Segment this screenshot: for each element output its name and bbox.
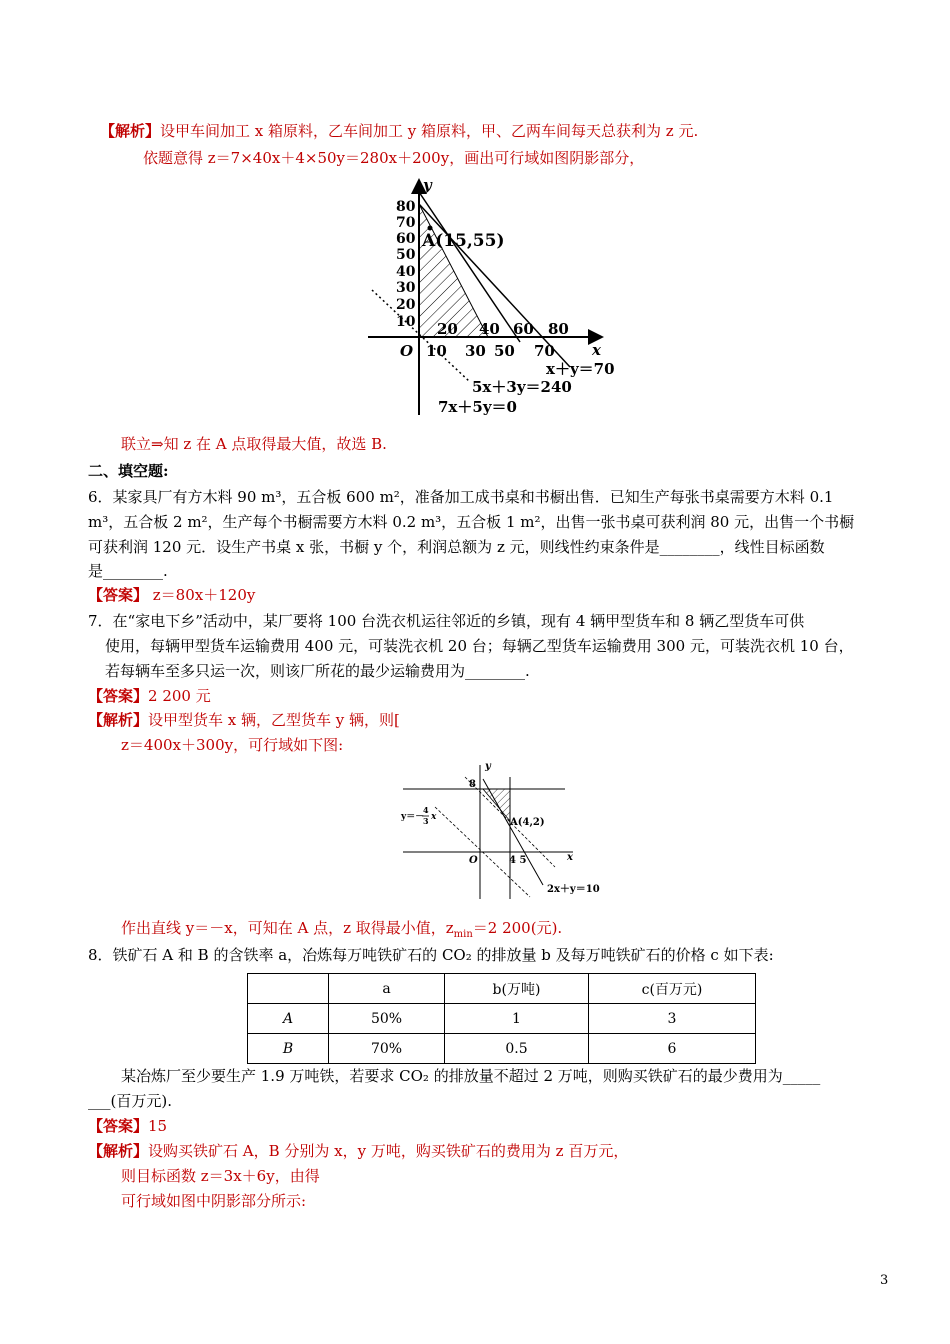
q8-analysis-line3: 可行域如图中阴影部分所示:: [121, 1192, 307, 1210]
page-number: 3: [880, 1273, 889, 1288]
q8-line2: 某冶炼厂至少要生产 1.9 万吨铁，若要求 CO₂ 的排放量不超过 2 万吨，则购买铁矿石的最少费用为_____: [121, 1067, 821, 1085]
q7-line2: 使用，每辆甲型货车运输费用 400 元，可装洗衣机 20 台；每辆乙型货车运输费用 300 元，可装洗衣机 10 台，: [105, 637, 854, 655]
point-a-label: A(4,2): [510, 817, 545, 828]
table-row: A 50% 1 3: [248, 1004, 756, 1034]
q6-line1: 6．某家具厂有方木料 90 m³，五合板 600 m²，准备加工成书桌和书橱出售．已知生产每张书桌需要方木料 0.1: [88, 488, 834, 506]
x-tick-60: 60: [513, 320, 534, 338]
q5-conclusion: 联立⇒知 z 在 A 点取得最大值，故选 B.: [121, 435, 387, 453]
x-ticks: 4 5: [509, 855, 527, 866]
q5-analysis-line1: 【解析】设甲车间加工 x 箱原料，乙车间加工 y 箱原料，甲、乙两车间每天总获利为 z 元.: [100, 122, 699, 140]
x-tick-10: 10: [426, 342, 447, 360]
ore-table: [247, 973, 756, 1064]
q8-answer: 【答案】15: [88, 1117, 168, 1135]
point-a: [428, 226, 433, 231]
q7-line3: 若每辆车至多只运一次，则该厂所花的最少运输费用为________.: [105, 662, 530, 680]
analysis-tag: 【解析】: [100, 122, 161, 140]
q8-line1: 8．铁矿石 A 和 B 的含铁率 a，冶炼每万吨铁矿石的 CO₂ 的排放量 b 及每万吨铁矿石的价格 c 如下表:: [88, 946, 774, 964]
x-axis-label: x: [567, 852, 573, 863]
q5-analysis-line2: 依题意得 z＝7×40x＋4×50y＝280x＋200y，画出可行域如图阴影部分，: [143, 149, 645, 167]
x-tick-50: 50: [494, 342, 515, 360]
slope-label-left: y＝－: [401, 812, 425, 822]
section-title: 二、填空题:: [88, 462, 169, 480]
origin-label: O: [400, 342, 414, 360]
y-axis-label: y: [423, 176, 432, 194]
line1-label: x＋y＝70: [546, 360, 615, 378]
x-tick-20: 20: [437, 320, 458, 338]
y-tick-8: 8: [469, 779, 476, 790]
y-tick-30: 30: [396, 280, 416, 296]
q8-analysis-line1: 【解析】设购买铁矿石 A，B 分别为 x，y 万吨，购买铁矿石的费用为 z 百万元，: [88, 1142, 629, 1160]
line-label: 2x＋y＝10: [547, 884, 600, 895]
x-tick-80: 80: [548, 320, 569, 338]
answer-tag: 【答案】: [88, 1117, 149, 1135]
shaded-region: [483, 789, 510, 821]
q7-answer: 【答案】2 200 元: [88, 687, 211, 705]
y-tick-80: 80: [396, 199, 416, 215]
q7-conclusion: 作出直线 y＝－x，可知在 A 点，z 取得最小值，$z_{min}=2$ 200(元).: [121, 919, 563, 940]
x-tick-70: 70: [534, 342, 555, 360]
y-tick-50: 50: [396, 247, 416, 263]
slope-numerator: 4: [423, 805, 429, 815]
q8-line3: ___(百万元).: [88, 1092, 172, 1110]
q7-analysis-line1: 【解析】设甲型货车 x 辆，乙型货车 y 辆，则[: [88, 711, 400, 729]
x-axis-label: x: [592, 341, 601, 359]
table-row: B 70% 0.5 6: [248, 1034, 756, 1064]
q6-answer: 【答案】 z＝80x＋120y: [88, 586, 256, 604]
answer-tag: 【答案】: [88, 586, 149, 604]
feasible-region-graph-1: [360, 172, 630, 417]
q7-analysis-line2: z＝400x＋300y，可行域如下图:: [121, 736, 344, 754]
y-tick-70: 70: [396, 215, 416, 231]
y-tick-20: 20: [396, 297, 416, 313]
answer-tag: 【答案】: [88, 687, 149, 705]
x-tick-30: 30: [465, 342, 486, 360]
y-axis-label: y: [485, 761, 491, 772]
q6-line4: 是________.: [88, 562, 168, 580]
q6-line2: m³，五合板 2 m²，生产每个书橱需要方木料 0.2 m³，五合板 1 m²，出售一张书桌可获利润 80 元，出售一个书橱: [88, 513, 855, 531]
y-tick-10: 10: [396, 314, 416, 330]
analysis-tag: 【解析】: [88, 1142, 149, 1160]
slope-denominator: 3: [423, 816, 429, 826]
x-tick-40: 40: [479, 320, 500, 338]
analysis-tag: 【解析】: [88, 711, 149, 729]
line-2x-plus-y-10: [483, 779, 543, 885]
slope-label-right: x: [431, 812, 437, 822]
y-tick-60: 60: [396, 231, 416, 247]
origin-label: O: [469, 855, 478, 866]
shaded-region: [419, 204, 488, 337]
y-tick-40: 40: [396, 264, 416, 280]
point-a-label: A(15,55): [422, 231, 505, 251]
q6-line3: 可获利润 120 元．设生产书桌 x 张，书橱 y 个，利润总额为 z 元，则线性约束条件是________，线性目标函数: [88, 538, 825, 556]
q7-line1: 7．在“家电下乡”活动中，某厂要将 100 台洗衣机运往邻近的乡镇，现有 4 辆甲型货车和 8 辆乙型货车可供: [88, 612, 805, 630]
line2-label: 5x＋3y＝240: [472, 378, 572, 396]
line3-label: 7x＋5y＝0: [438, 398, 517, 416]
feasible-region-graph-2: [395, 757, 610, 902]
q8-analysis-line2: 则目标函数 z＝3x＋6y，由得: [121, 1167, 320, 1185]
table-header-row: a b(万吨) c(百万元): [248, 974, 756, 1004]
